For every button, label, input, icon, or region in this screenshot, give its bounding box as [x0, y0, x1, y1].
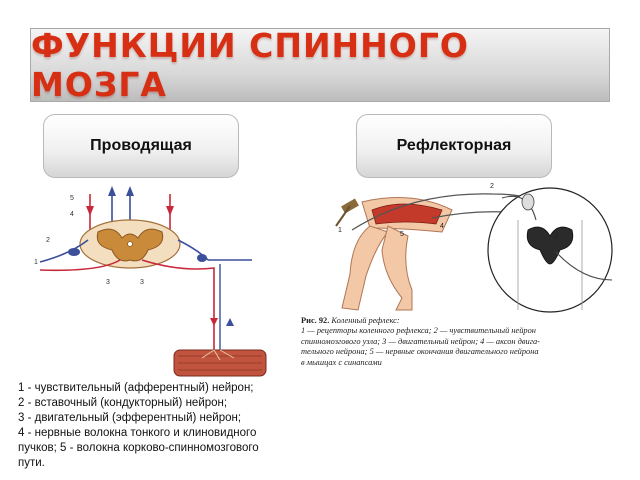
- knee-label-1: 1: [338, 227, 342, 234]
- central-canal: [128, 242, 133, 247]
- arrow-up-icon: [108, 186, 116, 196]
- conducting-function-box: [43, 114, 239, 178]
- legend-line: 4 - нервные волокна тонкого и клиновидного: [18, 427, 257, 439]
- title-banner: [30, 28, 610, 102]
- figure-caption: [301, 316, 621, 368]
- legend-line: 2 - вставочный (кондукторный) нейрон;: [18, 397, 228, 409]
- caption-title: Рис. 92.: [301, 316, 330, 325]
- label-3b: 3: [140, 279, 144, 286]
- knee-label-5: 5: [400, 231, 404, 238]
- knee-label-2: 2: [490, 183, 494, 190]
- spinal-ganglion: [522, 194, 534, 210]
- spinal-ganglion-right: [197, 254, 207, 262]
- arrow-up-icon: [126, 186, 134, 196]
- label-1: 1: [34, 259, 38, 266]
- arrow-down-icon: [210, 318, 218, 326]
- legend-line: 1 - чувствительный (афферентный) нейрон;: [18, 382, 254, 394]
- conduction-pathway-illustration: [30, 180, 270, 380]
- label-5: 5: [70, 195, 74, 202]
- label-2: 2: [46, 237, 50, 244]
- arrow-down-icon: [86, 206, 94, 216]
- reflex-function-box: [356, 114, 552, 178]
- arrow-down-icon: [166, 206, 174, 216]
- knee-label-3: 3: [554, 233, 558, 240]
- pathway-legend: [18, 381, 298, 471]
- legend-line: 3 - двигательный (эфферентный) нейрон;: [18, 412, 242, 424]
- conducting-function-label: Проводящая: [90, 137, 192, 154]
- caption-subtitle: Коленный рефлекс:: [331, 316, 400, 325]
- knee-reflex-illustration: [292, 180, 622, 316]
- spinal-ganglion: [68, 248, 80, 256]
- legend-line: пути.: [18, 457, 45, 469]
- legend-line: пучков; 5 - волокна корково-спинномозгового: [18, 442, 259, 454]
- caption-line: 1 — рецепторы коленного рефлекса; 2 — чувствительный нейрон: [301, 326, 536, 336]
- reflex-function-label: Рефлекторная: [396, 137, 512, 154]
- muscle-fibers: [174, 350, 266, 376]
- page-title: ФУНКЦИИ СПИННОГО МОЗГА: [31, 26, 469, 104]
- arrow-up-icon: [226, 318, 234, 326]
- label-4: 4: [70, 211, 74, 218]
- label-3a: 3: [106, 279, 110, 286]
- caption-line: спинномозгового узла; 3 — двигательный нейрон; 4 — аксон двига-: [301, 336, 540, 346]
- knee-label-4: 4: [440, 223, 444, 230]
- caption-line: тельного нейрона; 5 — нервные окончания двигательного нейрона: [301, 347, 539, 357]
- caption-line: в мышцах с синапсами: [301, 357, 382, 367]
- motor-neuron-3-right: [142, 260, 214, 350]
